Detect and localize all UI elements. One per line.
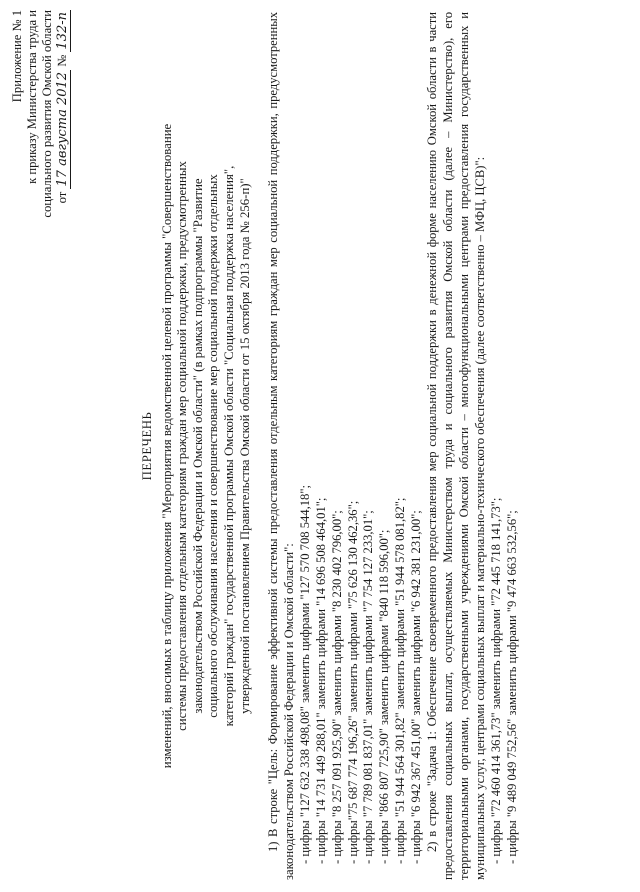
list-item: - цифры "127 632 338 498,08" заменить цифрами "127 570 708 544,18";: [297, 485, 312, 864]
list-item: - цифры "7 789 081 837,01" заменить цифрами "7 754 127 233,01";: [361, 510, 376, 864]
appendix-line-3: социального развития Омской области: [40, 10, 54, 218]
handwritten-number: 132-п: [55, 12, 70, 50]
title-line: системы предоставления отдельным категориям граждан мер социальной поддержки, предусмотренных: [175, 161, 190, 731]
list-item: - цифры "866 807 725,90" заменить цифрами "840 118 596,00";: [377, 529, 392, 864]
title-line: утвержденной постановлением Правительства Омской области от 15 октября 2013 года № 256-п)": [237, 178, 252, 714]
list-item: - цифры "51 944 564 301,82" заменить цифрами "51 944 578 081,82";: [393, 497, 408, 864]
title-line: законодательством Российской Федерации и Омской области" (в рамках подпрограммы "Развитие: [190, 178, 205, 714]
list-item: - цифры "6 942 367 451,00" заменить цифрами "6 942 381 231,00";: [409, 510, 424, 864]
list-item: - цифры "9 489 049 752,56" заменить цифрами "9 474 663 532,56";: [504, 510, 519, 864]
list-item: - цифры"75 687 774 196,26" заменить цифрами "75 626 130 462,36";: [345, 500, 360, 864]
document-title: [140, 10, 253, 882]
document-body: [266, 12, 521, 880]
date-prefix: от: [55, 191, 69, 204]
list-item: - цифры "8 257 091 925,90" заменить цифрами "8 230 402 796,00";: [329, 510, 344, 864]
title-line: категорий граждан" государственной программы Омской области "Социальная поддержка населения",: [221, 165, 236, 727]
appendix-line-2: к приказу Министерства труда и: [25, 10, 39, 184]
section-1-paragraph: 1) В строке "Цель: Формирование эффективной системы предоставления отдельным категориям граждан мер социальной поддержки, предусмотренных законодательством Российской Федерации и Омской области":: [266, 12, 296, 880]
handwritten-date: 17 августа 2012: [55, 71, 70, 187]
section-2-paragraph: 2) в строке "Задача 1: Обеспечение своевременного предоставления мер социальной поддержки в денежной форме населению Омской области в части предоставления социальных выплат, осуществляемых Министерством труда и социального развития Омской области (далее – Министерство), его территориальными органами, государственными учреждениями Омской области – многофункциональными центрами предоставления государственных и муниципальных услуг, центрами социальных выплат и материально-технического обеспечения (далее соответственно – МФЦ, ЦСВ)":: [425, 12, 487, 880]
appendix-block: [10, 10, 71, 280]
list-item: - цифры "14 731 449 288,01" заменить цифрами "14 696 508 464,01";: [313, 497, 328, 864]
number-prefix: №: [55, 54, 69, 67]
appendix-date-line: [55, 10, 71, 280]
title-line: социального обслуживания населения и совершенствование мер социальной поддержки отдельных: [206, 174, 221, 718]
title-heading: ПЕРЕЧЕНЬ: [140, 411, 154, 481]
list-item: - цифры "72 460 414 361,73" заменить цифрами "72 445 718 141,73";: [488, 497, 503, 864]
title-line: изменений, вносимых в таблицу приложения "Мероприятия ведомственной целевой программы "Совершенствование: [159, 123, 174, 769]
appendix-line-1: Приложение № 1: [10, 10, 24, 103]
